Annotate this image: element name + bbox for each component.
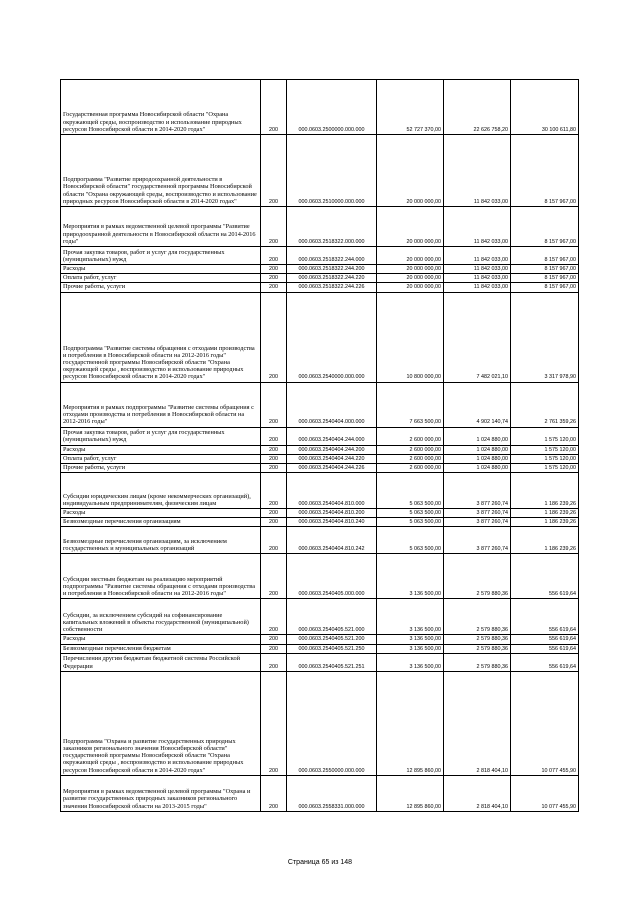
row-approved-amount: 20 000 000,00 (377, 283, 444, 292)
row-admin-code: 200 (261, 473, 287, 509)
row-admin-code: 200 (261, 463, 287, 472)
table-row (61, 445, 579, 454)
row-description: Расходы (61, 265, 261, 274)
row-approved-amount: 2 600 000,00 (377, 445, 444, 454)
row-description: Мероприятия в рамках ведомственной целевой программы "Охрана и развитие государственных природных заказников регионального значения Новосибирской области на 2013-2015 годы" (61, 775, 261, 811)
row-approved-amount: 7 663 500,00 (377, 382, 444, 427)
row-executed-amount: 2 818 404,10 (444, 671, 511, 775)
row-admin-code: 200 (261, 775, 287, 811)
row-budget-code: 000.0603.2500000.000.000 (287, 80, 377, 135)
table-row (61, 635, 579, 644)
row-budget-code: 000.0603.2540405.521.250 (287, 644, 377, 653)
row-unexecuted-amount: 8 157 967,00 (511, 283, 579, 292)
row-approved-amount: 3 136 500,00 (377, 599, 444, 635)
row-approved-amount: 10 800 000,00 (377, 292, 444, 382)
row-budget-code: 000.0603.2540404.810.240 (287, 518, 377, 527)
page-number: Страница 65 из 148 (287, 859, 353, 866)
table-row (61, 671, 579, 775)
row-budget-code: 000.0603.2518322.244.000 (287, 247, 377, 265)
row-admin-code: 200 (261, 382, 287, 427)
row-admin-code: 200 (261, 80, 287, 135)
table-row (61, 382, 579, 427)
row-approved-amount: 12 895 860,00 (377, 775, 444, 811)
row-admin-code: 200 (261, 427, 287, 445)
row-unexecuted-amount: 556 619,64 (511, 653, 579, 671)
row-admin-code: 200 (261, 509, 287, 518)
row-admin-code: 200 (261, 207, 287, 247)
row-approved-amount: 2 600 000,00 (377, 463, 444, 472)
row-description: Мероприятия в рамках ведомственной целевой программы "Развитие природоохранной деятельности в Новосибирской области на 2014-2016 годы" (61, 207, 261, 247)
row-executed-amount: 2 579 880,36 (444, 653, 511, 671)
row-executed-amount: 3 877 260,74 (444, 509, 511, 518)
row-approved-amount: 5 063 500,00 (377, 509, 444, 518)
row-budget-code: 000.0603.2540404.000.000 (287, 382, 377, 427)
row-budget-code: 000.0603.2518322.244.226 (287, 283, 377, 292)
row-unexecuted-amount: 556 619,64 (511, 554, 579, 599)
row-unexecuted-amount: 1 575 120,00 (511, 463, 579, 472)
row-budget-code: 000.0603.2540405.521.251 (287, 653, 377, 671)
row-budget-code: 000.0603.2550000.000.000 (287, 671, 377, 775)
row-executed-amount: 11 842 033,00 (444, 265, 511, 274)
row-budget-code: 000.0603.2540000.000.000 (287, 292, 377, 382)
table-row (61, 463, 579, 472)
row-description: Подпрограмма "Развитие системы обращения с отходами производства и потребления в Новосибирской области на 2012-2016 годы" государственной программы Новосибирской области "Охрана окружающей среды , воспроизводство и использование природных ресурсов Новосибирской области в 2014-2020 годах" (61, 292, 261, 382)
row-budget-code: 000.0603.2510000.000.000 (287, 135, 377, 207)
table-row (61, 292, 579, 382)
budget-table (60, 79, 579, 812)
row-description: Безвозмездные перечисления организациям, за исключением государственных и муниципальных организаций (61, 527, 261, 554)
row-approved-amount: 3 136 500,00 (377, 635, 444, 644)
row-executed-amount: 1 024 880,00 (444, 427, 511, 445)
row-budget-code: 000.0603.2518322.244.200 (287, 265, 377, 274)
row-executed-amount: 2 579 880,36 (444, 635, 511, 644)
row-unexecuted-amount: 556 619,64 (511, 635, 579, 644)
row-budget-code: 000.0603.2540404.244.200 (287, 445, 377, 454)
row-unexecuted-amount: 30 100 611,80 (511, 80, 579, 135)
row-budget-code: 000.0603.2540404.244.226 (287, 463, 377, 472)
row-executed-amount: 11 842 033,00 (444, 207, 511, 247)
row-executed-amount: 7 482 021,10 (444, 292, 511, 382)
row-approved-amount: 2 600 000,00 (377, 427, 444, 445)
row-approved-amount: 5 063 500,00 (377, 518, 444, 527)
row-description: Оплата работ, услуг (61, 274, 261, 283)
row-executed-amount: 11 842 033,00 (444, 247, 511, 265)
row-budget-code: 000.0603.2540404.810.200 (287, 509, 377, 518)
row-description: Подпрограмма "Охрана и развитие государственных природных заказников регионального значения Новосибирской области" государственной программы Новосибирской области "Охрана окружающей среды , воспроизводство и использование природных ресурсов Новосибирской области в 2014-2020 годах" (61, 671, 261, 775)
row-budget-code: 000.0603.2540404.810.242 (287, 527, 377, 554)
row-approved-amount: 3 136 500,00 (377, 644, 444, 653)
table-row (61, 518, 579, 527)
row-executed-amount: 11 842 033,00 (444, 135, 511, 207)
row-executed-amount: 1 024 880,00 (444, 445, 511, 454)
row-admin-code: 200 (261, 292, 287, 382)
row-executed-amount: 22 626 758,20 (444, 80, 511, 135)
row-description: Прочая закупка товаров, работ и услуг для государственных (муниципальных) нужд (61, 427, 261, 445)
table-row (61, 265, 579, 274)
table-row (61, 527, 579, 554)
row-budget-code: 000.0603.2540404.244.000 (287, 427, 377, 445)
row-description: Безвозмездные перечисления организациям (61, 518, 261, 527)
row-admin-code: 200 (261, 518, 287, 527)
row-description: Государственная программа Новосибирской области "Охрана окружающей среды, воспроизводство и использование природных ресурсов Новосибирской области в 2014-2020 годах" (61, 80, 261, 135)
row-budget-code: 000.0603.2540405.521.200 (287, 635, 377, 644)
table-row (61, 653, 579, 671)
row-unexecuted-amount: 1 575 120,00 (511, 454, 579, 463)
table-row (61, 473, 579, 509)
row-admin-code: 200 (261, 635, 287, 644)
row-description: Безвозмездные перечисления бюджетам (61, 644, 261, 653)
row-description: Расходы (61, 509, 261, 518)
row-unexecuted-amount: 1 186 239,26 (511, 509, 579, 518)
row-unexecuted-amount: 556 619,64 (511, 599, 579, 635)
row-budget-code: 000.0603.2518322.000.000 (287, 207, 377, 247)
row-executed-amount: 4 902 140,74 (444, 382, 511, 427)
row-admin-code: 200 (261, 527, 287, 554)
row-executed-amount: 2 579 880,36 (444, 599, 511, 635)
row-executed-amount: 2 579 880,36 (444, 554, 511, 599)
row-unexecuted-amount: 1 186 239,26 (511, 473, 579, 509)
row-unexecuted-amount: 8 157 967,00 (511, 274, 579, 283)
row-executed-amount: 11 842 033,00 (444, 283, 511, 292)
row-executed-amount: 3 877 260,74 (444, 527, 511, 554)
row-admin-code: 200 (261, 247, 287, 265)
row-budget-code: 000.0603.2540405.521.000 (287, 599, 377, 635)
row-budget-code: 000.0603.2540404.810.000 (287, 473, 377, 509)
row-admin-code: 200 (261, 644, 287, 653)
row-approved-amount: 5 063 500,00 (377, 473, 444, 509)
row-admin-code: 200 (261, 445, 287, 454)
row-admin-code: 200 (261, 283, 287, 292)
row-budget-code: 000.0603.2540405.000.000 (287, 554, 377, 599)
row-unexecuted-amount: 8 157 967,00 (511, 247, 579, 265)
row-admin-code: 200 (261, 274, 287, 283)
row-description: Субсидии, за исключением субсидий на софинансирование капитальных вложений в объекты государственной (муниципальной) собственности (61, 599, 261, 635)
row-description: Расходы (61, 445, 261, 454)
row-executed-amount: 3 877 260,74 (444, 518, 511, 527)
table-row (61, 554, 579, 599)
row-approved-amount: 2 600 000,00 (377, 454, 444, 463)
row-description: Прочие работы, услуги (61, 283, 261, 292)
row-approved-amount: 20 000 000,00 (377, 135, 444, 207)
row-admin-code: 200 (261, 135, 287, 207)
row-admin-code: 200 (261, 454, 287, 463)
row-approved-amount: 52 727 370,00 (377, 80, 444, 135)
row-admin-code: 200 (261, 671, 287, 775)
row-admin-code: 200 (261, 554, 287, 599)
row-admin-code: 200 (261, 599, 287, 635)
row-description: Мероприятия в рамках подпрограммы "Развитие системы обращения с отходами производства и потребления в Новосибирской области на 2012-2016 годы" (61, 382, 261, 427)
budget-table-body (61, 80, 579, 812)
row-unexecuted-amount: 8 157 967,00 (511, 265, 579, 274)
row-executed-amount: 3 877 260,74 (444, 473, 511, 509)
row-description: Прочие работы, услуги (61, 463, 261, 472)
row-approved-amount: 20 000 000,00 (377, 207, 444, 247)
row-executed-amount: 1 024 880,00 (444, 463, 511, 472)
table-row (61, 247, 579, 265)
row-admin-code: 200 (261, 265, 287, 274)
table-row (61, 207, 579, 247)
row-executed-amount: 11 842 033,00 (444, 274, 511, 283)
row-description: Субсидии юридическим лицам (кроме некоммерческих организаций), индивидуальным предпринимателям, физическим лицам (61, 473, 261, 509)
row-description: Перечисления другим бюджетам бюджетной системы Российской Федерации (61, 653, 261, 671)
row-unexecuted-amount: 2 761 359,26 (511, 382, 579, 427)
table-row (61, 135, 579, 207)
row-approved-amount: 3 136 500,00 (377, 554, 444, 599)
table-row (61, 599, 579, 635)
row-approved-amount: 20 000 000,00 (377, 247, 444, 265)
row-unexecuted-amount: 10 077 455,90 (511, 671, 579, 775)
row-unexecuted-amount: 3 317 978,90 (511, 292, 579, 382)
table-row (61, 283, 579, 292)
row-unexecuted-amount: 556 619,64 (511, 644, 579, 653)
row-budget-code: 000.0603.2558331.000.000 (287, 775, 377, 811)
row-unexecuted-amount: 8 157 967,00 (511, 207, 579, 247)
table-row (61, 454, 579, 463)
row-unexecuted-amount: 1 186 239,26 (511, 518, 579, 527)
row-unexecuted-amount: 1 186 239,26 (511, 527, 579, 554)
row-description: Подпрограмма "Развитие природоохранной деятельности в Новосибирской области" государственной программы Новосибирской области "Охрана окружающей среды, воспроизводство и использование природных ресурсов Новосибирской области в 2014-2020 годах" (61, 135, 261, 207)
row-approved-amount: 5 063 500,00 (377, 527, 444, 554)
row-approved-amount: 3 136 500,00 (377, 653, 444, 671)
row-budget-code: 000.0603.2518322.244.220 (287, 274, 377, 283)
row-approved-amount: 12 895 860,00 (377, 671, 444, 775)
table-row (61, 509, 579, 518)
row-description: Расходы (61, 635, 261, 644)
row-executed-amount: 2 818 404,10 (444, 775, 511, 811)
row-budget-code: 000.0603.2540404.244.220 (287, 454, 377, 463)
row-description: Субсидии местным бюджетам на реализацию мероприятий подпрограммы "Развитие системы обращения с отходами производства и потребления в Новосибирской области на 2012-2016 годы" (61, 554, 261, 599)
row-unexecuted-amount: 1 575 120,00 (511, 427, 579, 445)
row-description: Прочая закупка товаров, работ и услуг для государственных (муниципальных) нужд (61, 247, 261, 265)
table-row (61, 274, 579, 283)
row-unexecuted-amount: 10 077 455,90 (511, 775, 579, 811)
row-approved-amount: 20 000 000,00 (377, 274, 444, 283)
table-row (61, 644, 579, 653)
row-executed-amount: 2 579 880,36 (444, 644, 511, 653)
row-approved-amount: 20 000 000,00 (377, 265, 444, 274)
row-unexecuted-amount: 8 157 967,00 (511, 135, 579, 207)
table-row (61, 80, 579, 135)
row-admin-code: 200 (261, 653, 287, 671)
table-row (61, 427, 579, 445)
row-unexecuted-amount: 1 575 120,00 (511, 445, 579, 454)
table-row (61, 775, 579, 811)
row-executed-amount: 1 024 880,00 (444, 454, 511, 463)
row-description: Оплата работ, услуг (61, 454, 261, 463)
